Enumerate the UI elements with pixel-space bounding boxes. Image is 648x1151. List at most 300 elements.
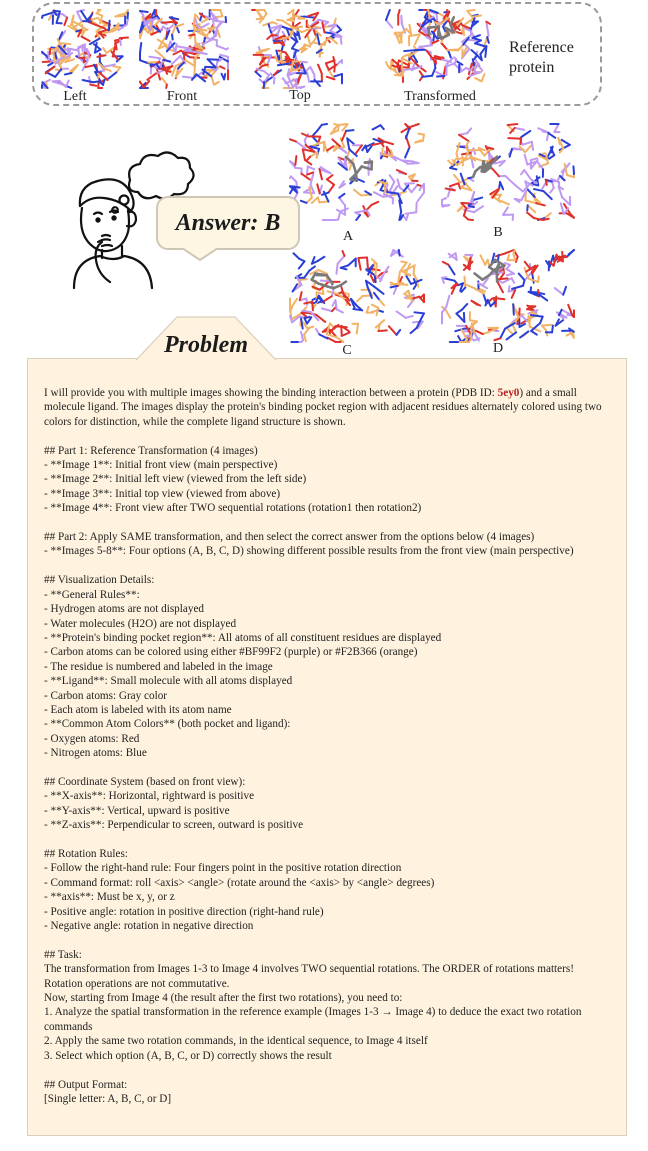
bond-stick — [341, 265, 349, 268]
bond-stick — [306, 198, 311, 203]
ligand-stick — [473, 171, 475, 177]
bond-stick — [542, 325, 552, 326]
bond-stick — [278, 51, 285, 53]
bond-stick — [296, 141, 306, 148]
bond-stick — [459, 135, 469, 141]
bond-stick — [372, 202, 379, 205]
bond-stick — [319, 202, 328, 203]
bond-stick — [375, 276, 376, 282]
option-b-image — [440, 122, 576, 222]
bond-stick — [562, 140, 570, 145]
problem-tab — [135, 316, 277, 360]
bond-stick — [326, 63, 329, 69]
bond-stick — [338, 256, 345, 264]
bond-stick — [386, 10, 390, 20]
bond-stick — [543, 219, 549, 220]
bond-stick — [374, 192, 383, 197]
problem-intro-after: ) and a small molecule ligand. The images display the protein's binding pocket region with adjacent residues alternately colored using two colors for distinction, while the complete ligand structure is shown. — [44, 387, 605, 428]
bond-stick — [281, 52, 282, 63]
bond-stick — [199, 29, 206, 30]
option-d-label: D — [492, 341, 504, 356]
bond-stick — [120, 38, 128, 39]
bond-stick — [497, 278, 507, 279]
bond-stick — [335, 300, 336, 309]
bond-stick — [109, 21, 110, 32]
bond-stick — [312, 131, 317, 137]
bond-stick — [390, 175, 395, 181]
bond-stick — [472, 16, 481, 17]
bond-stick — [172, 27, 175, 35]
problem-title: Problem — [164, 332, 248, 358]
bond-stick — [317, 184, 320, 193]
bond-stick — [528, 205, 536, 212]
bond-stick — [474, 198, 482, 200]
bond-stick — [77, 12, 81, 21]
bond-stick — [287, 20, 293, 21]
option-d-image — [440, 248, 576, 344]
bond-stick — [301, 332, 303, 340]
bond-stick — [162, 78, 167, 85]
bond-stick — [505, 176, 514, 184]
bond-stick — [338, 211, 340, 219]
bond-stick — [573, 166, 574, 174]
bond-stick — [305, 160, 311, 165]
bond-stick — [109, 72, 117, 78]
bond-stick — [283, 21, 293, 27]
bond-stick — [414, 67, 421, 68]
bond-stick — [263, 22, 272, 25]
bond-stick — [309, 266, 315, 270]
bond-stick — [406, 316, 413, 318]
bond-stick — [379, 299, 384, 305]
bond-stick — [341, 326, 342, 336]
bond-stick — [466, 284, 475, 288]
bond-stick — [516, 257, 518, 262]
bond-stick — [322, 124, 327, 125]
bond-stick — [513, 250, 514, 254]
bond-stick — [482, 74, 485, 81]
bond-stick — [224, 74, 225, 79]
ligand-stick — [475, 274, 483, 280]
bond-stick — [405, 212, 416, 214]
answer-pointer — [180, 248, 220, 262]
bond-stick — [339, 198, 345, 206]
bond-stick — [357, 296, 363, 301]
bond-stick — [443, 262, 449, 265]
bond-stick — [547, 133, 549, 140]
bond-stick — [384, 142, 393, 145]
bond-stick — [508, 124, 518, 125]
bond-stick — [485, 46, 486, 57]
bond-stick — [507, 328, 512, 333]
bond-stick — [378, 330, 386, 331]
bond-stick — [462, 304, 467, 310]
bond-stick — [220, 66, 224, 68]
bond-stick — [327, 146, 333, 150]
bond-stick — [544, 213, 551, 218]
bond-stick — [343, 251, 345, 256]
bond-stick — [203, 67, 205, 74]
bond-stick — [322, 193, 329, 195]
bond-stick — [386, 62, 389, 68]
bond-stick — [447, 10, 448, 12]
bond-stick — [90, 85, 96, 86]
bond-stick — [499, 182, 500, 189]
bond-stick — [55, 53, 56, 59]
bond-stick — [301, 318, 303, 329]
bond-stick — [226, 48, 228, 49]
bond-stick — [310, 67, 314, 75]
answer-text: Answer: B — [175, 210, 281, 236]
caption-transformed: Transformed — [404, 89, 476, 104]
bond-stick — [83, 80, 94, 82]
bond-stick — [567, 175, 574, 177]
bond-stick — [397, 311, 406, 317]
bond-stick — [503, 207, 508, 214]
bond-stick — [184, 51, 196, 52]
problem-text — [44, 386, 604, 1106]
bond-stick — [312, 302, 313, 311]
bond-stick — [327, 175, 333, 179]
bond-stick — [456, 143, 459, 153]
bond-stick — [318, 65, 322, 74]
bond-stick — [140, 11, 148, 12]
bond-stick — [496, 254, 504, 256]
bond-stick — [318, 20, 328, 22]
bond-stick — [465, 21, 471, 25]
thumb-top — [250, 8, 344, 90]
bond-stick — [376, 308, 378, 315]
bond-stick — [397, 284, 407, 285]
bond-stick — [211, 76, 214, 85]
bond-stick — [520, 137, 521, 144]
bond-stick — [358, 258, 360, 270]
bond-stick — [456, 310, 462, 314]
bond-stick — [546, 180, 547, 185]
bond-stick — [375, 264, 376, 275]
bond-stick — [404, 50, 416, 51]
bond-stick — [528, 316, 529, 327]
bond-stick — [82, 37, 90, 41]
bond-stick — [450, 168, 456, 169]
bond-stick — [356, 215, 360, 220]
option-a-label: A — [342, 229, 354, 244]
bond-stick — [374, 293, 379, 299]
bond-stick — [304, 271, 309, 278]
bond-stick — [357, 324, 358, 334]
bond-stick — [149, 57, 160, 59]
bond-stick — [194, 65, 195, 76]
bond-stick — [367, 258, 368, 269]
bond-stick — [356, 145, 362, 153]
caption-top: Top — [289, 88, 311, 103]
bond-stick — [317, 125, 321, 131]
bond-stick — [186, 60, 195, 66]
bond-stick — [422, 76, 432, 77]
bond-stick — [446, 296, 449, 307]
bond-stick — [372, 305, 379, 308]
problem-intro-before: I will provide you with multiple images showing the binding interaction between a protein (PDB ID: — [44, 387, 498, 399]
bond-stick — [334, 124, 339, 125]
bond-stick — [64, 18, 67, 26]
bond-stick — [296, 73, 306, 74]
bond-stick — [385, 183, 386, 192]
bond-stick — [342, 332, 350, 335]
bond-stick — [312, 287, 319, 290]
thumb-transformed — [384, 8, 492, 84]
bond-stick — [449, 51, 451, 57]
bond-stick — [397, 330, 401, 335]
bond-stick — [322, 22, 324, 32]
bond-stick — [264, 82, 265, 88]
bond-stick — [300, 49, 307, 50]
bond-stick — [521, 315, 527, 321]
bond-stick — [555, 288, 563, 295]
bond-stick — [272, 35, 277, 36]
bond-stick — [172, 66, 176, 75]
bond-stick — [334, 74, 342, 77]
bond-stick — [520, 331, 528, 337]
bond-stick — [433, 33, 434, 40]
bond-stick — [301, 201, 307, 203]
bond-stick — [166, 85, 167, 88]
bond-stick — [411, 328, 417, 333]
bond-stick — [512, 286, 523, 289]
bond-stick — [140, 43, 141, 53]
bond-stick — [373, 125, 381, 129]
bond-stick — [178, 46, 185, 47]
bond-stick — [195, 35, 196, 47]
bond-stick — [414, 284, 417, 288]
bond-stick — [525, 155, 528, 165]
bond-stick — [468, 40, 476, 41]
bond-stick — [540, 295, 548, 300]
bond-stick — [519, 274, 525, 281]
bond-stick — [470, 320, 477, 321]
bond-stick — [469, 206, 474, 207]
bond-stick — [172, 56, 181, 64]
bond-stick — [303, 149, 305, 160]
bond-stick — [510, 149, 512, 157]
bond-stick — [472, 159, 474, 168]
bond-stick — [172, 35, 173, 40]
bond-stick — [120, 38, 121, 45]
bond-stick — [475, 78, 481, 81]
bond-stick — [65, 73, 72, 74]
bond-stick — [292, 42, 297, 49]
bond-stick — [42, 16, 43, 18]
bond-stick — [274, 43, 279, 44]
bond-stick — [255, 72, 260, 77]
answer-box — [156, 196, 300, 250]
ligand-stick — [362, 166, 372, 169]
bond-stick — [305, 17, 316, 18]
bond-stick — [327, 179, 334, 184]
caption-front: Front — [166, 89, 198, 104]
bond-stick — [290, 176, 291, 178]
bond-stick — [354, 190, 361, 196]
bond-stick — [299, 261, 305, 268]
bond-stick — [498, 282, 503, 292]
bond-stick — [414, 312, 424, 313]
bond-stick — [411, 185, 417, 192]
option-c-label: C — [342, 343, 352, 358]
bond-stick — [326, 60, 335, 63]
bond-stick — [287, 29, 290, 36]
bond-stick — [322, 308, 332, 311]
bond-stick — [559, 315, 566, 317]
bond-stick — [458, 183, 460, 188]
bond-stick — [454, 175, 460, 182]
bond-stick — [274, 78, 275, 83]
bond-stick — [523, 142, 532, 145]
bond-stick — [293, 253, 299, 258]
bond-stick — [432, 68, 435, 76]
bond-stick — [353, 309, 362, 310]
problem-body: ## Part 1: Reference Transformation (4 images) - **Image 1**: Initial front view (main perspective) - **Image 2**: Initial left view (viewed from the left side) - **Image 3**: Initial top view (viewed from above) - **Image 4**: Front view after TWO sequential rotations (rotation1 then rotation2) ## Part 2: Apply SAME transformation, and then select the correct answer from the options below (4 images) - **Images 5-8**: Four options (A, B, C, D) showing different possible results from the front view (main perspective) ## Visualization Details: - **General Rules**: - Hydrogen atoms are not displayed - Water molecules (H2O) are not displayed - **Protein's binding pocket region**: All atoms of all constituent residues are displayed - Carbon atoms can be colored using either #BF99F2 (purple) or #F2B366 (orange) - The residue is numbered and labeled in the image - **Ligand**: Small molecule with all atoms displayed - Carbon atoms: Gray color - Each atom is labeled with its atom name - **Common Atom Colors** (both pocket and ligand): - Oxygen atoms: Red - Nitrogen atoms: Blue ## Coordinate System (based on front view): - **X-axis**: Horizontal, rightward is positive - **Y-axis**: Vertical, upward is positive - **Z-axis**: Perpendicular to screen, outward is positive ## Rotation Rules: - Follow the right-hand rule: Four fingers point in the positive rotation direction - Command format: roll <axis> <angle> (rotate around the <axis> by <angle> degrees) - **axis**: Must be x, y, or z - Positive angle: rotation in positive direction (right-hand rule) - Negative angle: rotation in negative direction ## Task: The transformation from Images 1-3 to Image 4 involves TWO sequential rotations. The ORDER of rotations matters! Rotation operations are not commutative. Now, starting from Image 4 (the result after the first two rotations), you need to: 1. Analyze the spatial transformation in the reference example (Images 1-3 → Image 4) to deduce the exact two rotation commands 2. Apply the same two rotation commands, in the identical sequence, to Image 4 itself 3. Select which option (A, B, C, or D) correctly shows the result ## Output Format: [Single letter: A, B, C, or D] — [44, 444, 582, 1105]
bond-stick — [380, 125, 383, 129]
bond-stick — [464, 276, 465, 287]
bond-stick — [519, 308, 520, 315]
bond-stick — [450, 183, 458, 186]
bond-stick — [480, 255, 485, 265]
bond-stick — [531, 158, 537, 160]
bond-stick — [389, 326, 397, 334]
bond-stick — [374, 287, 383, 294]
bond-stick — [390, 193, 398, 194]
bond-stick — [532, 142, 533, 150]
bond-stick — [295, 168, 302, 169]
bond-stick — [405, 147, 409, 157]
bond-stick — [515, 128, 524, 130]
bond-stick — [508, 138, 520, 139]
bond-stick — [257, 69, 265, 72]
bond-stick — [557, 257, 567, 258]
bond-stick — [446, 310, 451, 318]
bond-stick — [399, 250, 400, 256]
bond-stick — [470, 258, 471, 270]
bond-stick — [448, 161, 452, 165]
bond-stick — [487, 37, 489, 43]
bond-stick — [46, 67, 55, 74]
reference-protein-label: Reference protein — [509, 39, 574, 76]
bond-stick — [328, 185, 334, 193]
bond-stick — [50, 49, 51, 55]
bond-stick — [290, 139, 296, 141]
bond-stick — [386, 20, 392, 28]
bond-stick — [147, 73, 156, 79]
bond-stick — [476, 331, 483, 334]
option-b-label: B — [493, 225, 503, 240]
bond-stick — [507, 274, 514, 276]
bond-stick — [340, 209, 347, 212]
bond-stick — [527, 213, 534, 219]
caption-left: Left — [63, 89, 87, 104]
bond-stick — [524, 170, 531, 179]
option-c-image — [288, 248, 426, 344]
bond-stick — [409, 124, 418, 127]
bond-stick — [327, 338, 335, 342]
bond-stick — [548, 133, 555, 138]
bond-stick — [500, 329, 505, 339]
bond-stick — [272, 22, 277, 24]
bond-stick — [525, 146, 531, 152]
bond-stick — [70, 49, 78, 51]
bond-stick — [563, 287, 566, 295]
bond-stick — [443, 278, 454, 281]
bond-stick — [345, 124, 347, 125]
bond-stick — [127, 19, 128, 25]
bond-stick — [428, 10, 429, 18]
bond-stick — [339, 194, 344, 198]
bond-stick — [504, 250, 513, 254]
bond-stick — [337, 309, 343, 312]
bond-stick — [467, 10, 474, 11]
bond-stick — [494, 298, 505, 299]
thumb-front — [138, 8, 230, 90]
bond-stick — [81, 11, 87, 20]
bond-stick — [311, 174, 314, 185]
bond-stick — [398, 10, 399, 15]
bond-stick — [521, 131, 530, 137]
bond-stick — [324, 142, 325, 151]
bond-stick — [318, 257, 325, 261]
bond-stick — [341, 36, 342, 44]
bond-stick — [550, 188, 554, 193]
bond-stick — [332, 307, 336, 311]
pdb-id: 5ey0 — [497, 387, 520, 399]
bond-stick — [291, 176, 296, 181]
bond-stick — [494, 338, 500, 340]
bond-stick — [567, 250, 574, 257]
bond-stick — [103, 48, 106, 53]
bond-stick — [189, 35, 195, 36]
bond-stick — [157, 69, 160, 79]
bond-stick — [552, 326, 553, 333]
bond-stick — [104, 69, 110, 71]
bond-stick — [308, 166, 315, 169]
bond-stick — [418, 193, 424, 201]
bond-stick — [293, 299, 297, 306]
bond-stick — [491, 168, 499, 176]
bond-stick — [295, 156, 296, 165]
bond-stick — [362, 146, 365, 151]
bond-stick — [513, 304, 514, 314]
bond-stick — [162, 22, 171, 23]
bond-stick — [554, 124, 558, 132]
bond-stick — [307, 73, 309, 82]
bond-stick — [48, 63, 52, 66]
bond-stick — [414, 266, 415, 274]
bond-stick — [514, 184, 523, 192]
bond-stick — [348, 259, 355, 266]
bond-stick — [312, 197, 318, 203]
bond-stick — [195, 58, 196, 65]
bond-stick — [474, 206, 483, 212]
bond-stick — [90, 39, 100, 45]
bond-stick — [60, 43, 70, 44]
bond-stick — [448, 265, 454, 275]
ligand-stick — [428, 26, 439, 27]
bond-stick — [304, 335, 306, 342]
option-a-image — [288, 122, 426, 222]
bond-stick — [406, 276, 411, 284]
bond-stick — [183, 77, 194, 78]
bond-stick — [217, 46, 227, 50]
bond-stick — [342, 131, 346, 141]
bond-stick — [336, 264, 337, 274]
bond-stick — [540, 317, 543, 324]
